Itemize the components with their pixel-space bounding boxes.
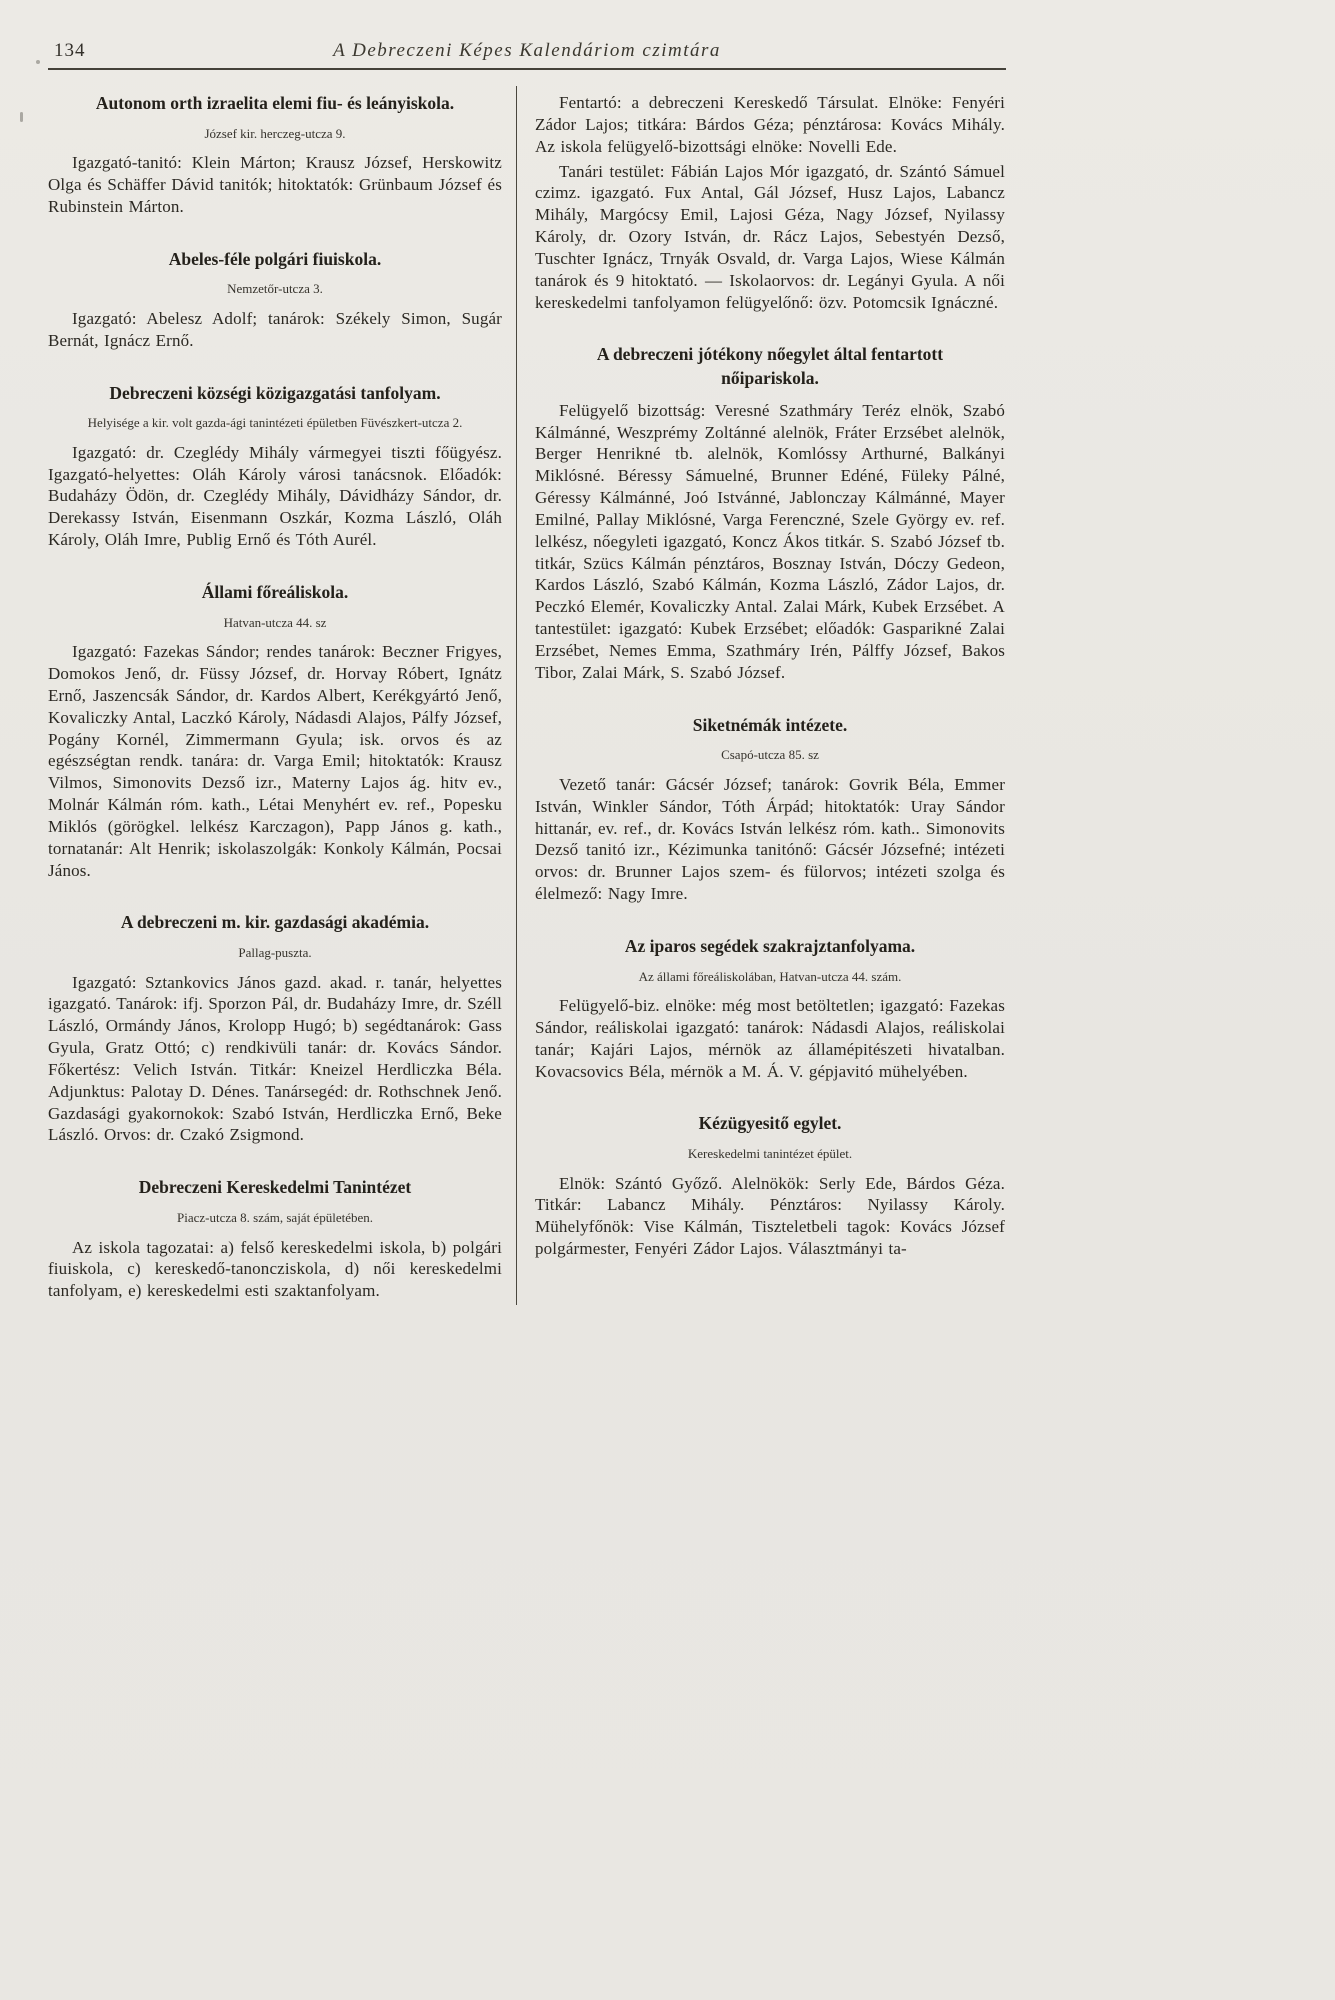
right-column xyxy=(517,86,1005,1305)
directory-section xyxy=(48,911,502,1146)
section-title: Debreczeni községi közigazgatási tanfolyam. xyxy=(109,382,441,403)
running-title: A Debreczeni Képes Kalendáriom czimtára xyxy=(333,40,721,61)
section-title: A debreczeni m. kir. gazdasági akadémia. xyxy=(120,912,430,933)
section-paragraph: Igazgató: Fazekas Sándor; rendes tanárok: Beczner Frigyes, Domokos Jenő, dr. Füssy József, dr. Horvay Róbert, Ignátz Ernő, Jaszencsák Sándor, dr. Kardos Albert, Kerékgyártó Jenő, Kovaliczky Antal, Laczkó Károly, Nádasdi Alajos, Pálfy József, Pogány Kornél, Zimmermann Gyula; isk. orvos és az egészségtan rendk. tanára: dr. Varga Emil; hitoktatók: Krausz Vilmos, Simonovits Dezső izr., Materny Lajos ág. hitv ev., Molnár Kálmán róm. kath., Létai Menyhért ev. ref., Popesku Miklós (görögkel. lelkész Karczagon), Papp János g. kath., tornatanár: Alt Henrik; iskolaszolgák: Konkoly Kálmán, Pocsai János. xyxy=(48,642,502,880)
scan-speck xyxy=(20,112,23,122)
directory-section xyxy=(48,382,502,551)
section-subtitle: Csapó-utcza 85. sz xyxy=(721,747,819,763)
section-title: Autonom orth izraelita elemi fiu- és leányiskola. xyxy=(95,93,455,113)
page-number: 134 xyxy=(54,40,86,61)
two-column-layout xyxy=(48,74,1006,1305)
section-subtitle: Az állami főreáliskolában, Hatvan-utcza 44. szám. xyxy=(638,968,902,984)
section-paragraph: Az iskola tagozatai: a) felső kereskedelmi iskola, b) polgári fiuiskola, c) kereskedő-tanoncziskola, d) női kereskedelmi tanfolyam, e) kereskedelmi esti szaktanfolyam. xyxy=(48,1237,502,1301)
section-title: Siketnémák intézete. xyxy=(692,714,848,735)
section-subtitle: Helyisége a kir. volt gazda-ági tanintézeti épületben Füvészkert-utcza 2. xyxy=(87,415,463,431)
section-paragraph: Igazgató: dr. Czeglédy Mihály vármegyei tiszti főügyész. Igazgató-helyettes: Oláh Károly városi tanácsnok. Előadók: Budaházy Ödön, dr. Czeglédy Mihály, Dávidházy Sándor, dr. Derekassy István, Eisenmann Oszkár, Kozma László, Oláh Károly, Oláh Imre, Publig Ernő és Tóth Aurél. xyxy=(48,442,502,550)
section-paragraph: Igazgató-tanitó: Klein Márton; Krausz József, Herskowitz Olga és Schäffer Dávid tanitók; hitoktatók: Grünbaum József és Rubinstein Márton. xyxy=(48,153,502,216)
section-subtitle: Piacz-utcza 8. szám, saját épületében. xyxy=(177,1209,373,1225)
section-subtitle: Pallag-puszta. xyxy=(238,945,312,961)
directory-section xyxy=(535,343,1005,683)
section-paragraph: Igazgató: Sztankovics János gazd. akad. r. tanár, helyettes igazgató. Tanárok: ifj. Sporzon Pál, dr. Budaházy Imre, dr. Széll László, Ormándy János, Krolopp Hugó; b) segédtanárok: Gass Gyula, Gratz Ottó; c) rendkivüli tanár: dr. Kovács Sándor. Főkertész: Velich István. Titkár: Kneizel Herdliczka Béla. Adjunktus: Palotay D. Dénes. Tanársegéd: dr. Rothschnek Jenő. Gazdasági gyakornokok: Szabó István, Herdliczka Ernő, Beke László. Orvos: dr. Czakó Zsigmond. xyxy=(48,972,502,1145)
directory-section xyxy=(535,935,1005,1083)
section-title: Kézügyesitő egylet. xyxy=(698,1113,842,1134)
page-header xyxy=(48,38,1006,70)
printed-page xyxy=(48,38,1006,1305)
section-subtitle: Kereskedelmi tanintézet épület. xyxy=(687,1146,853,1162)
section-paragraph: Fentartó: a debreczeni Kereskedő Társulat. Elnöke: Fenyéri Zádor Lajos; titkára: Bárdos Géza; pénztárosa: Kovács Mihály. Az iskola felügyelő-bizottsági elnöke: Novelli Ede. xyxy=(535,93,1005,156)
section-title: A debreczeni jótékony nőegylet által fentartott nőipariskola. xyxy=(596,344,944,389)
section-subtitle: József kir. herczeg-utcza 9. xyxy=(204,125,346,141)
section-paragraph: Igazgató: Abelesz Adolf; tanárok: Székely Simon, Sugár Bernát, Ignácz Ernő. xyxy=(48,308,502,350)
directory-section xyxy=(535,714,1005,905)
directory-section xyxy=(48,248,502,352)
section-title: Debreczeni Kereskedelmi Tanintézet xyxy=(138,1177,412,1198)
section-paragraph: Elnök: Szántó Győző. Alelnökök: Serly Ede, Bárdos Géza. Titkár: Labancz Mihály. Pénztáros: Nyilassy Károly. Mühelyfőnök: Vise Kálmán, Tiszteletbeli tagok: Kovács József polgármester, Fenyéri Zádor Lajos. Választmányi ta- xyxy=(535,1173,1005,1259)
left-column xyxy=(48,86,516,1305)
section-title: Állami főreáliskola. xyxy=(201,581,349,602)
directory-section xyxy=(48,92,502,218)
section-title: Abeles-féle polgári fiuiskola. xyxy=(168,248,382,269)
directory-section xyxy=(48,581,502,881)
section-subtitle: Nemzetőr-utcza 3. xyxy=(227,281,323,297)
section-paragraph: Vezető tanár: Gácsér József; tanárok: Govrik Béla, Emmer István, Winkler Sándor, Tóth Árpád; hitoktatók: Uray Sándor hittanár, ev. ref., dr. Kovács István lelkész róm. kath.. Simonovits Dezső tanitó izr., Kézimunka tanitónő: Gácsér Józsefné; intézeti orvos: dr. Brunner Lajos szem- és fülorvos; intézeti szolga és élelmező: Nagy Imre. xyxy=(535,774,1005,904)
section-paragraph: Felügyelő-biz. elnöke: még most betöltetlen; igazgató: Fazekas Sándor, reáliskolai igazgató: tanárok: Nádasdi Alajos, reáliskolai tanár; Kajári Lajos, mérnök az államépitészeti hivatalban. Kovacsovics Béla, mérnök a M. Á. V. gépjavitó mühelyében. xyxy=(535,996,1005,1081)
directory-section xyxy=(48,1176,502,1302)
directory-section xyxy=(535,1112,1005,1260)
section-title: Az iparos segédek szakrajztanfolyama. xyxy=(624,935,916,956)
directory-section xyxy=(535,92,1005,313)
section-paragraph: Tanári testület: Fábián Lajos Mór igazgató, dr. Szántó Sámuel czimz. igazgató. Fux Antal, Gál József, Husz Lajos, Labancz Mihály, Margócsy Emil, Lajosi Géza, Nagy József, Nyilassy Károly, dr. Ozory István, dr. Rácz Lajos, Sebestyén Dezső, Tuschter Ignácz, Trnyák Osvald, dr. Varga Lajos, Wiese Kálmán tanárok és 9 hitoktató. — Iskolaorvos: dr. Legányi Gyula. A női kereskedelmi tanfolyamon felügyelőnő: özv. Potomcsik Ignáczné. xyxy=(535,161,1005,312)
scan-speck xyxy=(36,60,40,64)
section-paragraph: Felügyelő bizottság: Veresné Szathmáry Teréz elnök, Szabó Kálmánné, Weszprémy Zoltánné alelnök, Fráter Erzsébet alelnök, Berger Henrikné tb. alelnök, Komlóssy Arthurné, Balkányi Miklósné. Béressy Sámuelné, Brunner Edéné, Füleky Pálné, Géressy Kálmánné, Joó Istvánné, Jablonczay Kálmánné, Mayer Emilné, Pallay Miklósné, Varga Ferenczné, Szele György ev. ref. lelkész, nőegyleti igazgató, Koncz Ákos titkár. S. Szabó József tb. titkár, Szücs Kálmán pénztáros, Bosznay István, Dóczy Gedeon, Kardos László, Szabó Kálmán, Kozma László, Zádor Lajos, dr. Peczkó Elemér, Kovaliczky Antal. Zalai Márk, Kubek Erzsébet. A tantestület: igazgató: Kubek Erzsébet; előadók: Gasparikné Zalai Erzsébet, Nemes Emma, Szathmáry Irén, Pálffy József, Bakos Tibor, Zalai Márk, S. Szabó József. xyxy=(535,400,1005,682)
section-subtitle: Hatvan-utcza 44. sz xyxy=(223,614,327,630)
